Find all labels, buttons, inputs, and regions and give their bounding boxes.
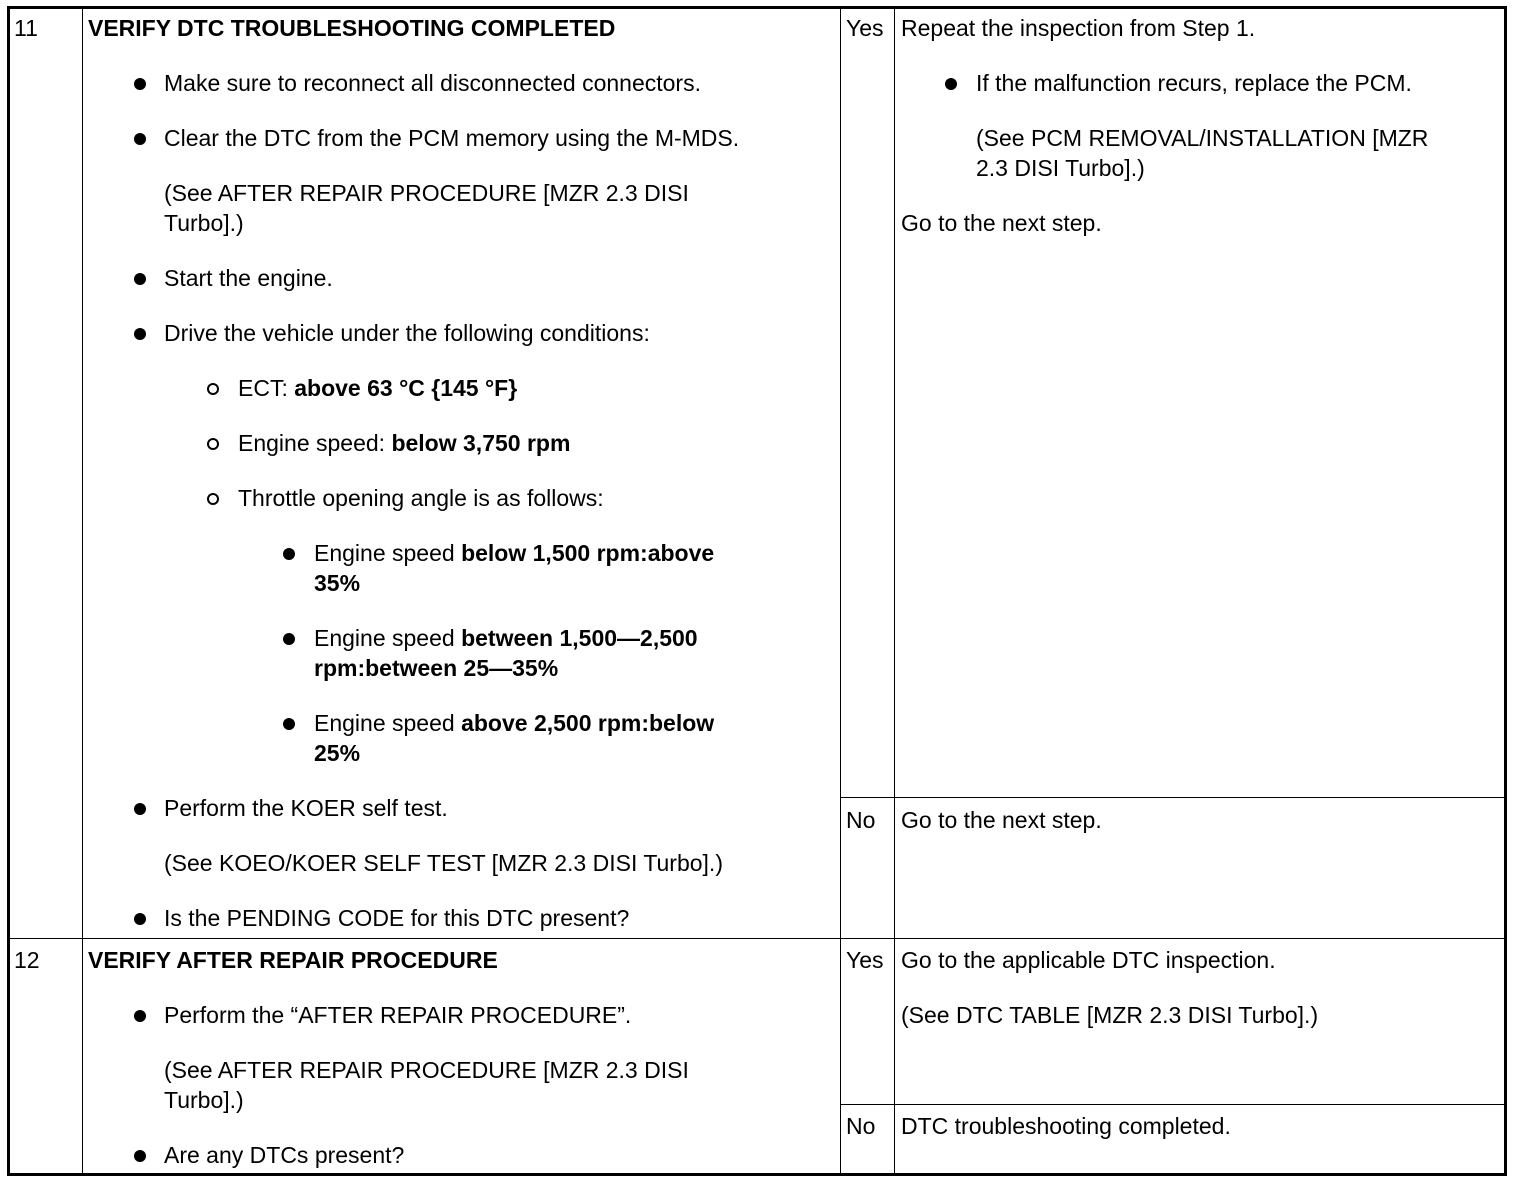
throttle-condition: Engine speed below 1,500 rpm:above (314, 540, 715, 566)
reference-text: (See PCM REMOVAL/INSTALLATION [MZR (976, 125, 1429, 151)
yes-action: Go to the applicable DTC inspection. (901, 947, 1276, 973)
yes-label: Yes (846, 947, 884, 973)
bullet-icon (134, 133, 146, 145)
step-title: VERIFY DTC TROUBLESHOOTING COMPLETED (88, 15, 616, 41)
bullet-icon (134, 1150, 146, 1162)
instruction-text: Start the engine. (164, 265, 333, 291)
condition-text: Engine speed: below 3,750 rpm (238, 430, 571, 456)
reference-text: (See DTC TABLE [MZR 2.3 DISI Turbo].) (901, 1002, 1319, 1028)
question-text: Are any DTCs present? (164, 1142, 405, 1168)
no-action: Go to the next step. (901, 807, 1102, 833)
reference-text: Turbo].) (164, 210, 244, 236)
reference-text: Turbo].) (164, 1087, 244, 1113)
divider-answer-col (894, 6, 895, 1176)
throttle-condition: 35% (314, 570, 361, 596)
instruction-text: Clear the DTC from the PCM memory using the M-MDS. (164, 125, 740, 151)
reference-text: (See AFTER REPAIR PROCEDURE [MZR 2.3 DISI (164, 180, 689, 206)
instruction-text: Make sure to reconnect all disconnected connectors. (164, 70, 701, 96)
instruction-text: Drive the vehicle under the following conditions: (164, 320, 650, 346)
yes-label: Yes (846, 15, 884, 41)
divider-row-11-12 (7, 938, 1507, 939)
no-label: No (846, 1113, 876, 1139)
divider-step-col (82, 6, 83, 1176)
bullet-icon (134, 78, 146, 90)
no-action: DTC troubleshooting completed. (901, 1113, 1231, 1139)
sub-bullet-icon (207, 438, 219, 450)
sub-bullet-icon (207, 383, 219, 395)
step-number: 11 (14, 15, 38, 41)
throttle-condition: Engine speed between 1,500—2,500 (314, 625, 698, 651)
bullet-icon (283, 718, 295, 730)
divider-content-col (840, 6, 841, 1176)
bullet-icon (283, 548, 295, 560)
throttle-condition: Engine speed above 2,500 rpm:below (314, 710, 715, 736)
step-title: VERIFY AFTER REPAIR PROCEDURE (88, 947, 498, 973)
sub-bullet-icon (207, 493, 219, 505)
instruction-text: Perform the “AFTER REPAIR PROCEDURE”. (164, 1002, 632, 1028)
reference-text: (See AFTER REPAIR PROCEDURE [MZR 2.3 DISI (164, 1057, 689, 1083)
bullet-icon (134, 913, 146, 925)
bullet-icon (945, 78, 957, 90)
throttle-condition: rpm:between 25—35% (314, 655, 559, 681)
yes-action: Repeat the inspection from Step 1. (901, 15, 1256, 41)
reference-text: 2.3 DISI Turbo].) (976, 155, 1145, 181)
step-number: 12 (14, 947, 40, 973)
bullet-icon (134, 1010, 146, 1022)
condition-text: ECT: above 63 °C {145 °F} (238, 375, 518, 401)
no-label: No (846, 807, 876, 833)
reference-text: (See KOEO/KOER SELF TEST [MZR 2.3 DISI Turbo].) (164, 850, 723, 876)
throttle-condition: 25% (314, 740, 361, 766)
bullet-icon (134, 803, 146, 815)
yes-action: If the malfunction recurs, replace the PCM. (976, 70, 1412, 96)
divider-row12-yes-no (840, 1104, 1507, 1105)
divider-row11-yes-no (840, 797, 1507, 798)
yes-action: Go to the next step. (901, 210, 1102, 236)
bullet-icon (283, 633, 295, 645)
bullet-icon (134, 273, 146, 285)
instruction-text: Perform the KOER self test. (164, 795, 448, 821)
question-text: Is the PENDING CODE for this DTC present? (164, 905, 630, 931)
bullet-icon (134, 328, 146, 340)
condition-text: Throttle opening angle is as follows: (238, 485, 604, 511)
